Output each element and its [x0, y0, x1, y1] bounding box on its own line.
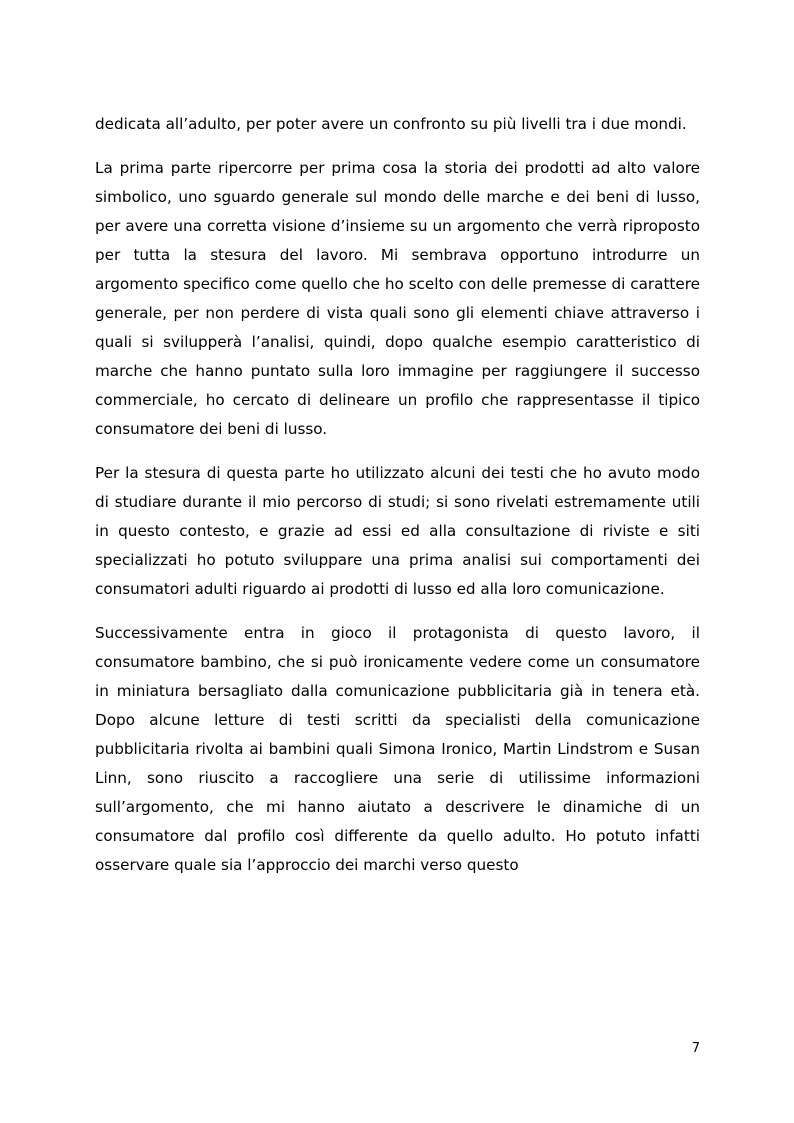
page-body: [95, 110, 700, 895]
paragraph-2: La prima parte ripercorre per prima cosa la storia dei prodotti ad alto valore simbolico, uno sguardo generale sul mondo delle marche e dei beni di lusso, per avere una corretta visione d’insieme su un argomento che verrà riproposto per tutta la stesura del lavoro. Mi sembrava opportuno introdurre un argomento specifico come quello che ho scelto con delle premesse di carattere generale, per non perdere di vista quali sono gli elementi chiave attraverso i quali si svilupperà l’analisi, quindi, dopo qualche esempio caratteristico di marche che hanno puntato sulla loro immagine per raggiungere il successo commerciale, ho cercato di delineare un profilo che rappresentasse il tipico consumatore dei beni di lusso.: [95, 159, 700, 438]
page-number: 7: [691, 1041, 700, 1056]
paragraph-1: dedicata all’adulto, per poter avere un confronto su più livelli tra i due mondi.: [95, 115, 687, 133]
paragraph-4: Successivamente entra in gioco il protagonista di questo lavoro, il consumatore bambino, che si può ironicamente vedere come un consumatore in miniatura bersagliato dalla comunicazione pubblicitaria già in tenera età. Dopo alcune letture di testi scritti da specialisti della comunicazione pubblicitaria rivolta ai bambini quali Simona Ironico, Martin Lindstrom e Susan Linn, sono riuscito a raccogliere una serie di utilissime informazioni sull’argomento, che mi hanno aiutato a descrivere le dinamiche di un consumatore dal profilo così differente da quello adulto. Ho potuto infatti osservare quale sia l’approccio dei marchi verso questo: [95, 624, 700, 874]
paragraph-3: Per la stesura di questa parte ho utilizzato alcuni dei testi che ho avuto modo di studiare durante il mio percorso di studi; si sono rivelati estremamente utili in questo contesto, e grazie ad essi ed alla consultazione di riviste e siti specializzati ho potuto sviluppare una prima analisi sui comportamenti dei consumatori adulti riguardo ai prodotti di lusso ed alla loro comunicazione.: [95, 464, 700, 598]
